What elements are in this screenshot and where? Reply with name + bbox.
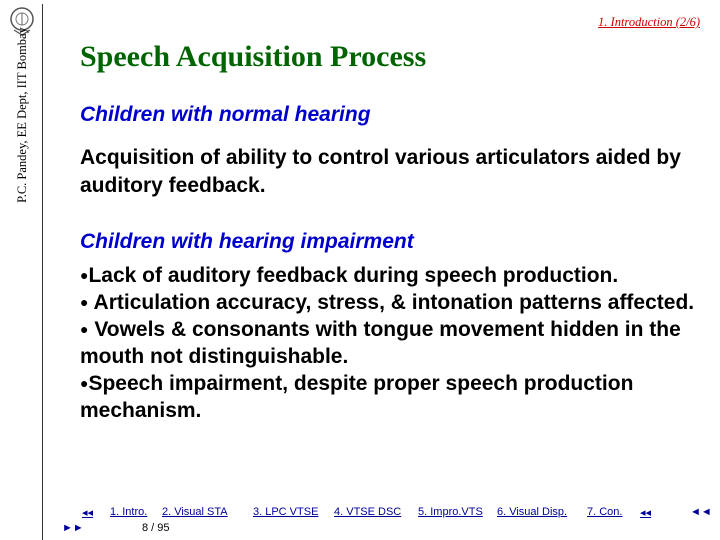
normal-hearing-text: Acquisition of ability to control various articulators aided by auditory feedback. bbox=[80, 146, 681, 197]
bullet-text: Articulation accuracy, stress, & intonation patterns affected. bbox=[93, 291, 695, 314]
bullet-icon: ● bbox=[80, 375, 89, 391]
next-arrow-icon[interactable]: ◂◂ bbox=[640, 507, 652, 519]
normal-hearing-heading: Children with normal hearing bbox=[80, 103, 371, 126]
nav-link-con[interactable]: 7. Con. bbox=[587, 506, 623, 518]
forward-arrow-icon[interactable]: ►► bbox=[62, 522, 84, 534]
nav-link-vtse-dsc[interactable]: 4. VTSE DSC bbox=[334, 506, 402, 518]
bullet-text: Lack of auditory feedback during speech production. bbox=[88, 264, 619, 287]
list-item bbox=[80, 262, 700, 289]
back-arrow-icon[interactable]: ◂◂ bbox=[82, 507, 94, 519]
bullet-text: Vowels & consonants with tongue movement hidden in the mouth not distinguishable. bbox=[80, 318, 681, 368]
nav-link-visual-disp[interactable]: 6. Visual Disp. bbox=[497, 506, 568, 518]
nav-link-intro[interactable]: 1. Intro. bbox=[110, 506, 148, 518]
list-item bbox=[80, 370, 700, 424]
bullet-icon: ● bbox=[80, 294, 89, 310]
bullet-icon: ● bbox=[80, 267, 89, 283]
bullet-text: Speech impairment, despite proper speech production mechanism. bbox=[80, 372, 634, 422]
navigation-bar bbox=[0, 504, 720, 540]
author-affiliation: P.C. Pandey, EE Dept, IIT Bombay bbox=[15, 27, 29, 203]
end-arrow-icon[interactable]: ◄◄ bbox=[690, 506, 712, 518]
impairment-heading: Children with hearing impairment bbox=[80, 230, 414, 253]
nav-link-visual-sta[interactable]: 2. Visual STA bbox=[162, 506, 228, 518]
slide-title: Speech Acquisition Process bbox=[80, 40, 427, 73]
bullet-icon: ● bbox=[80, 321, 89, 337]
impairment-bullet-list bbox=[80, 262, 700, 424]
nav-link-lpc-vtse[interactable]: 3. LPC VTSE bbox=[253, 506, 319, 518]
page-indicator: 8 / 95 bbox=[142, 522, 170, 534]
section-link[interactable]: 1. Introduction (2/6) bbox=[598, 15, 700, 29]
list-item bbox=[80, 289, 700, 316]
list-item bbox=[80, 316, 700, 370]
sidebar-divider bbox=[42, 4, 43, 540]
nav-link-impro-vts[interactable]: 5. Impro.VTS bbox=[418, 506, 483, 518]
